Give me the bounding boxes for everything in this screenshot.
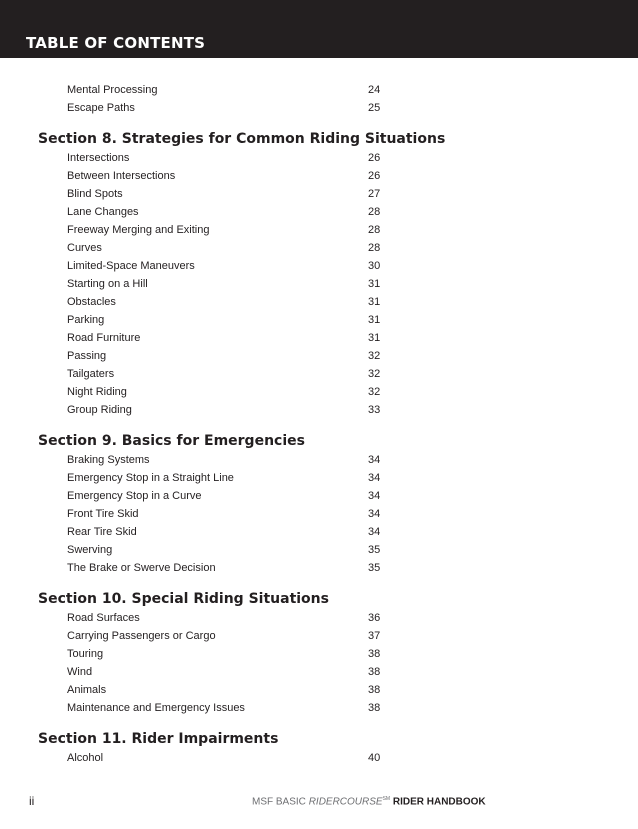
toc-entry[interactable]: [0, 648, 638, 666]
toc-entry-title: Tailgaters: [67, 368, 115, 380]
toc-entry-page: 32: [368, 386, 381, 398]
toc-entry[interactable]: [0, 278, 638, 296]
toc-entry[interactable]: [0, 544, 638, 562]
toc-entry-title: Maintenance and Emergency Issues: [67, 702, 245, 714]
toc-entry[interactable]: [0, 562, 638, 580]
toc-entry[interactable]: [0, 260, 638, 278]
toc-entry-title: Passing: [67, 350, 107, 362]
toc-entry-title: Escape Paths: [67, 102, 135, 114]
toc-entry-page: 27: [368, 188, 381, 200]
toc-entry[interactable]: [0, 404, 638, 422]
toc-entry-page: 34: [368, 454, 381, 466]
book-title: [252, 796, 486, 807]
toc-entry-page: 24: [368, 84, 381, 96]
toc-entry[interactable]: [0, 490, 638, 508]
toc-entry[interactable]: [0, 702, 638, 720]
toc-entry-title: Curves: [67, 242, 102, 254]
toc-entry[interactable]: [0, 170, 638, 188]
toc-entry-page: 32: [368, 368, 381, 380]
toc-entry[interactable]: [0, 332, 638, 350]
toc-entry-title: Emergency Stop in a Curve: [67, 490, 202, 502]
toc-entry-title: Group Riding: [67, 404, 132, 416]
page-title: TABLE OF CONTENTS: [26, 34, 206, 52]
toc-entry-page: 31: [368, 332, 381, 344]
toc-entry-page: 34: [368, 508, 381, 520]
toc-entry-page: 34: [368, 526, 381, 538]
toc-entry[interactable]: [0, 368, 638, 386]
toc-entry-page: 28: [368, 224, 381, 236]
toc-entry[interactable]: [0, 84, 638, 102]
toc-entry-page: 37: [368, 630, 381, 642]
toc-entry[interactable]: [0, 526, 638, 544]
toc-entry-title: Road Surfaces: [67, 612, 140, 624]
toc-entry-title: Animals: [67, 684, 107, 696]
toc-entry-title: Parking: [67, 314, 105, 326]
toc-entry-page: 31: [368, 314, 381, 326]
toc-entry[interactable]: [0, 508, 638, 526]
toc-entry-page: 31: [368, 296, 381, 308]
toc-entry-page: 26: [368, 170, 381, 182]
toc-entry-page: 30: [368, 260, 381, 272]
toc-entry[interactable]: [0, 152, 638, 170]
toc-entry[interactable]: [0, 666, 638, 684]
section-heading[interactable]: Section 11. Rider Impairments: [38, 731, 279, 747]
toc-entry-page: 38: [368, 666, 381, 678]
toc-entry-title: Lane Changes: [67, 206, 139, 218]
section-heading[interactable]: Section 8. Strategies for Common Riding Situations: [38, 131, 446, 147]
toc-entry[interactable]: [0, 242, 638, 260]
toc-entry-page: 31: [368, 278, 381, 290]
toc-entry-page: 38: [368, 702, 381, 714]
toc-entry-title: Braking Systems: [67, 454, 150, 466]
toc-entry-page: 26: [368, 152, 381, 164]
toc-entry-page: 38: [368, 648, 381, 660]
toc-entry-title: Emergency Stop in a Straight Line: [67, 472, 234, 484]
toc-entry[interactable]: [0, 188, 638, 206]
toc-entry-title: Freeway Merging and Exiting: [67, 224, 210, 236]
toc-entry-title: Between Intersections: [67, 170, 176, 182]
toc-entry-page: 28: [368, 206, 381, 218]
toc-entry-page: 34: [368, 472, 381, 484]
toc-entry-title: Carrying Passengers or Cargo: [67, 630, 216, 642]
toc-entry[interactable]: [0, 296, 638, 314]
toc-entry-page: 38: [368, 684, 381, 696]
toc-entry-title: The Brake or Swerve Decision: [67, 562, 216, 574]
toc-entry-title: Swerving: [67, 544, 113, 556]
book-title-prefix: MSF BASIC: [252, 796, 309, 808]
toc-entry[interactable]: [0, 630, 638, 648]
page-number: ii: [29, 794, 35, 808]
toc-entry-title: Blind Spots: [67, 188, 123, 200]
toc-entry-title: Night Riding: [67, 386, 127, 398]
toc-entry[interactable]: [0, 472, 638, 490]
toc-entry-page: 32: [368, 350, 381, 362]
toc-entry-title: Touring: [67, 648, 104, 660]
toc-entry[interactable]: [0, 350, 638, 368]
toc-entry-page: 25: [368, 102, 381, 114]
toc-entry[interactable]: [0, 224, 638, 242]
toc-entry[interactable]: [0, 386, 638, 404]
toc-entry-title: Road Furniture: [67, 332, 141, 344]
toc-entry-title: Mental Processing: [67, 84, 158, 96]
toc-entry[interactable]: [0, 206, 638, 224]
toc-entry-title: Limited-Space Maneuvers: [67, 260, 195, 272]
book-title-suffix: RIDER HANDBOOK: [390, 796, 486, 808]
toc-entry-page: 40: [368, 752, 381, 764]
book-title-course: RIDERCOURSE: [308, 796, 383, 808]
toc-entry-title: Rear Tire Skid: [67, 526, 137, 538]
toc-entry[interactable]: [0, 314, 638, 332]
toc-entry-page: 34: [368, 490, 381, 502]
section-heading[interactable]: Section 9. Basics for Emergencies: [38, 433, 305, 449]
toc-entry-page: 28: [368, 242, 381, 254]
toc-entry-page: 36: [368, 612, 381, 624]
toc-entry[interactable]: [0, 612, 638, 630]
toc-entry-title: Wind: [67, 666, 93, 678]
service-mark: SM: [382, 796, 391, 802]
toc-entry-title: Intersections: [67, 152, 130, 164]
toc-entry-page: 33: [368, 404, 381, 416]
toc-entry-title: Starting on a Hill: [67, 278, 148, 290]
toc-entry[interactable]: [0, 684, 638, 702]
toc-entry-title: Front Tire Skid: [67, 508, 139, 520]
toc-entry[interactable]: [0, 752, 638, 770]
toc-entry[interactable]: [0, 102, 638, 120]
toc-entry[interactable]: [0, 454, 638, 472]
header-bar: [0, 0, 638, 58]
toc-entry-page: 35: [368, 544, 381, 556]
toc-entry-title: Obstacles: [67, 296, 116, 308]
toc-entry-page: 35: [368, 562, 381, 574]
toc-entry-title: Alcohol: [67, 752, 104, 764]
section-heading[interactable]: Section 10. Special Riding Situations: [38, 591, 329, 607]
